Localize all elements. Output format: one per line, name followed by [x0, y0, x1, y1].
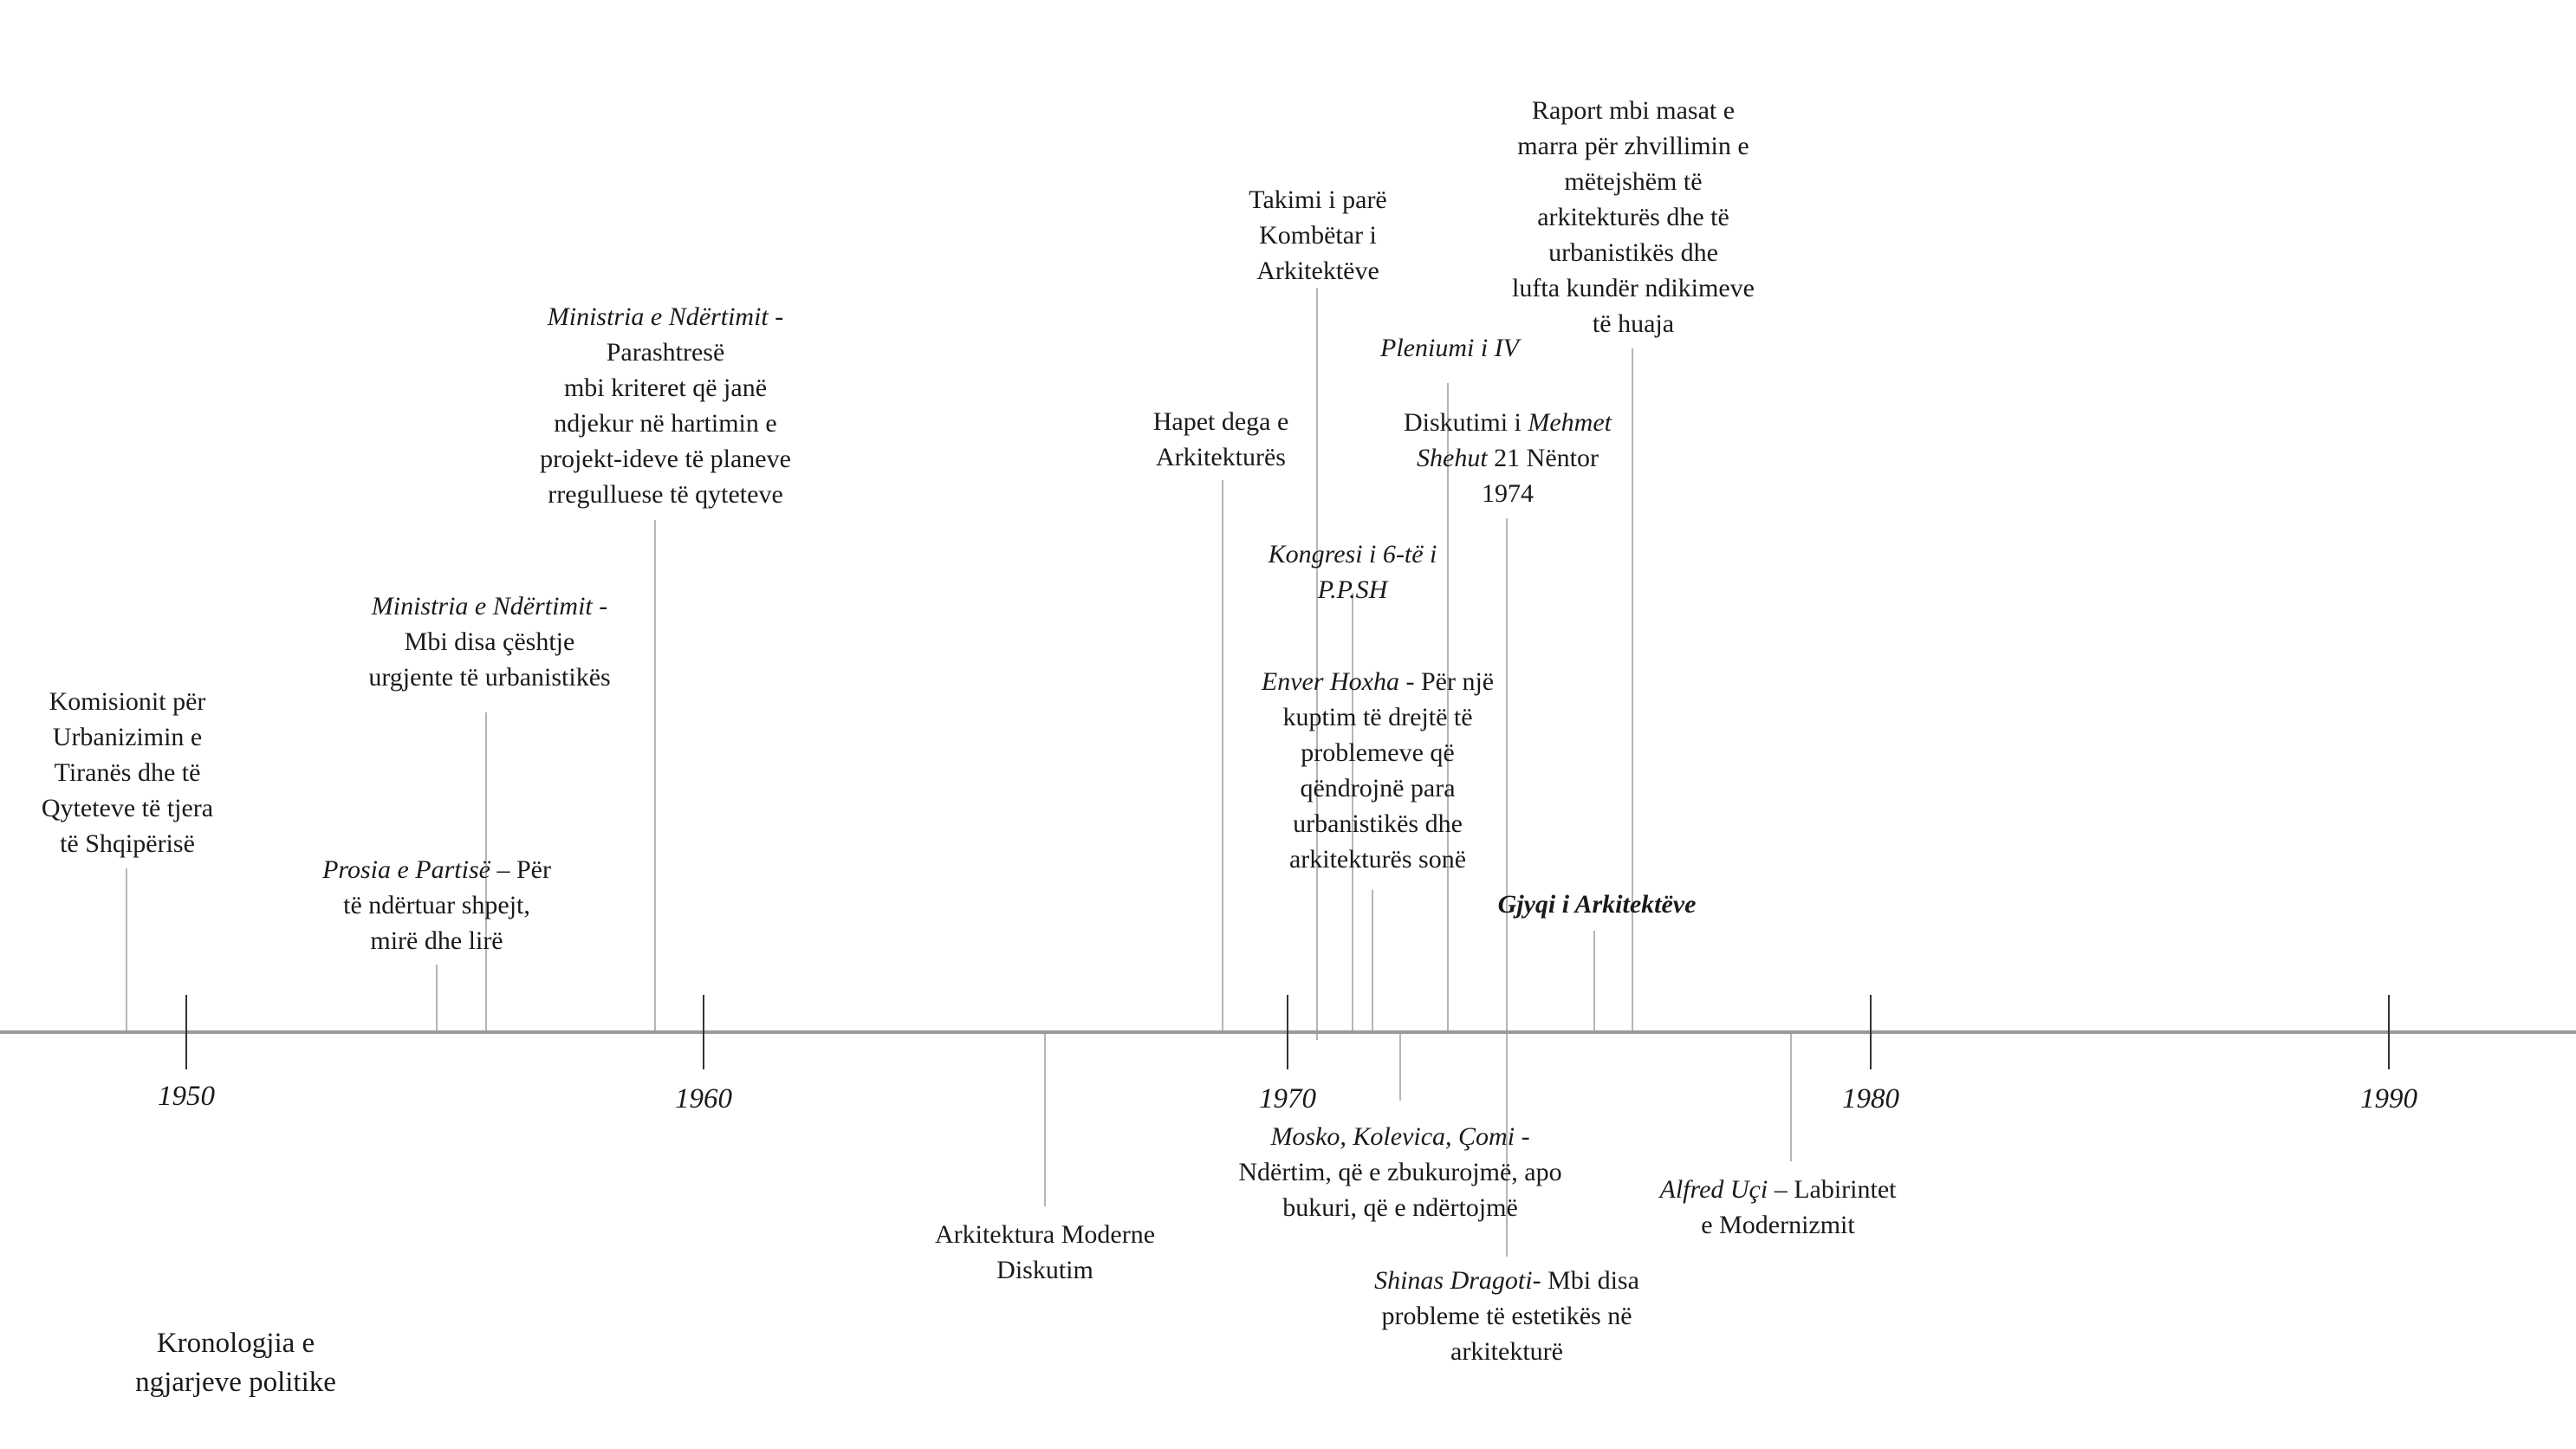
- event-alfred-uci: [1660, 1172, 1897, 1243]
- event-line: [1238, 1154, 1561, 1190]
- event-text: Diskutim: [996, 1256, 1093, 1284]
- event-line: [322, 923, 551, 958]
- event-text: urbanistikës dhe: [1548, 238, 1718, 267]
- event-text: P.P.SH: [1317, 575, 1388, 604]
- event-text: Mosko, Kolevica, Çomi: [1270, 1122, 1515, 1151]
- year-label-1960: 1960: [675, 1083, 732, 1114]
- caption-line-1: Kronologjia e: [156, 1328, 315, 1359]
- event-line: [1512, 164, 1755, 199]
- event-arkitektura-moderne: [935, 1217, 1155, 1288]
- event-text: Ndërtim, që e zbukurojmë, apo: [1238, 1158, 1562, 1186]
- event-line: [1374, 1298, 1639, 1334]
- event-text: Arkitekturës: [1156, 443, 1286, 471]
- event-line: [935, 1252, 1155, 1288]
- event-line: [1262, 841, 1494, 877]
- event-text: Prosia e Partisë: [322, 855, 490, 884]
- event-line: [1262, 735, 1494, 770]
- event-line: [540, 335, 791, 370]
- event-line: [1374, 1334, 1639, 1369]
- event-text: mirë dhe lirë: [370, 926, 503, 955]
- event-takimi-pare: [1249, 182, 1387, 289]
- event-text: - Për një: [1398, 667, 1495, 696]
- event-line: [42, 826, 213, 861]
- event-line: [368, 588, 610, 624]
- event-text: ndjekur në hartimin e: [554, 409, 777, 438]
- event-text: 1974: [1481, 479, 1534, 508]
- event-line: [322, 887, 551, 923]
- event-line: [1404, 440, 1612, 476]
- timeline-caption: [135, 1324, 336, 1402]
- event-line: [1512, 270, 1755, 306]
- event-text: 21 Nëntor: [1487, 444, 1599, 472]
- event-line: [1660, 1172, 1897, 1207]
- event-line: [368, 660, 610, 695]
- event-line: [1374, 1263, 1639, 1298]
- event-text: urgjente të urbanistikës: [368, 663, 611, 692]
- event-line: [540, 477, 791, 512]
- event-line: [1249, 218, 1387, 253]
- event-text: Hapet dega e: [1152, 407, 1289, 436]
- event-text: Arkitektura Moderne: [934, 1220, 1156, 1249]
- event-raport-masat: [1512, 93, 1755, 341]
- event-line: [1512, 306, 1755, 341]
- event-text: -: [768, 302, 784, 331]
- event-line: [1660, 1207, 1897, 1243]
- event-text: arkitekturë: [1450, 1337, 1563, 1366]
- event-kongresi: [1269, 536, 1437, 608]
- event-komisionit: [42, 684, 213, 861]
- event-text: Diskutimi i: [1404, 408, 1528, 437]
- event-text: Mehmet: [1528, 408, 1612, 437]
- event-line: [1512, 199, 1755, 235]
- event-line: [1153, 404, 1289, 439]
- event-line: [1238, 1119, 1561, 1154]
- event-line: [935, 1217, 1155, 1252]
- event-text: kuptim të drejtë të: [1282, 703, 1473, 731]
- event-text: bukuri, që e ndërtojmë: [1282, 1193, 1518, 1222]
- event-line: [540, 406, 791, 441]
- event-text: rregulluese të qyteteve: [548, 480, 783, 509]
- event-text: -: [1515, 1122, 1530, 1151]
- event-text: marra për zhvillimin e: [1517, 132, 1749, 160]
- event-line: [1249, 253, 1387, 289]
- event-text: Parashtresë: [606, 338, 725, 367]
- event-text: Takimi i parë: [1249, 185, 1387, 214]
- year-label-1980: 1980: [1842, 1083, 1899, 1114]
- event-text: të ndërtuar shpejt,: [343, 891, 530, 919]
- event-line: [1262, 770, 1494, 806]
- event-hapet-dega: [1153, 404, 1289, 475]
- event-text: Kongresi i 6-të i: [1268, 540, 1437, 569]
- event-line: [42, 719, 213, 755]
- event-text: – Për: [490, 855, 551, 884]
- event-ministria-ndertimit-urgjente: [368, 588, 610, 695]
- event-ministria-ndertimit-parashtrese: [540, 299, 791, 512]
- event-line: [1512, 128, 1755, 164]
- event-shinas-dragoti: [1374, 1263, 1639, 1369]
- event-line: [1380, 330, 1519, 366]
- event-text: Alfred Uçi: [1659, 1175, 1768, 1204]
- event-text: - Mbi disa: [1532, 1266, 1639, 1295]
- event-text: Kombëtar i: [1259, 221, 1377, 250]
- event-text: mëtejshëm të: [1564, 167, 1703, 196]
- event-text: qëndrojnë para: [1300, 774, 1456, 802]
- event-text: Shinas Dragoti: [1374, 1266, 1533, 1295]
- event-text: lufta kundër ndikimeve: [1512, 274, 1755, 302]
- year-label-1970: 1970: [1259, 1083, 1316, 1114]
- event-text: Urbanizimin e: [52, 723, 203, 751]
- event-text: Mbi disa çështje: [404, 627, 575, 656]
- event-text: të huaja: [1592, 309, 1675, 338]
- event-line: [368, 624, 610, 660]
- event-text: mbi kriteret që janë: [563, 374, 768, 402]
- event-text: arkitekturës dhe të: [1537, 203, 1729, 231]
- event-line: [1153, 439, 1289, 475]
- event-prosia-e-partise: [322, 852, 551, 958]
- event-line: [42, 755, 213, 790]
- event-line: [322, 852, 551, 887]
- event-line: [1269, 536, 1437, 572]
- event-enver-hoxha: [1262, 664, 1494, 877]
- event-line: [1269, 572, 1437, 608]
- event-line: [1498, 887, 1697, 922]
- event-text: probleme të estetikës në: [1381, 1302, 1632, 1330]
- event-text: Arkitektëve: [1256, 257, 1379, 285]
- event-pleniumi: [1380, 330, 1519, 366]
- event-text: Shehut: [1417, 444, 1488, 472]
- year-label-1950: 1950: [158, 1081, 215, 1112]
- event-line: [1249, 182, 1387, 218]
- event-text: Raport mbi masat e: [1531, 96, 1736, 125]
- event-text: të Shqipërisë: [60, 829, 195, 858]
- event-text: Tiranës dhe të: [54, 758, 201, 787]
- event-text: Gjyqi i Arkitektëve: [1497, 890, 1697, 919]
- event-text: Enver Hoxha: [1261, 667, 1399, 696]
- event-text: projekt-ideve të planeve: [540, 445, 791, 473]
- event-text: – Labirintet: [1768, 1175, 1897, 1204]
- event-gjyqi-arkitekteve: [1498, 887, 1697, 922]
- event-line: [540, 299, 791, 335]
- event-text: arkitekturës sonë: [1288, 845, 1467, 874]
- event-text: Komisionit për: [49, 687, 206, 716]
- event-diskutimi-shehu: [1404, 405, 1612, 511]
- event-line: [1262, 806, 1494, 841]
- event-text: urbanistikës dhe: [1293, 809, 1463, 838]
- event-line: [1512, 235, 1755, 270]
- event-line: [1512, 93, 1755, 128]
- event-line: [1262, 664, 1494, 699]
- event-line: [1404, 476, 1612, 511]
- event-text: -: [592, 592, 608, 621]
- event-line: [1404, 405, 1612, 440]
- event-line: [540, 441, 791, 477]
- event-line: [42, 790, 213, 826]
- event-text: Ministria e Ndërtimit: [547, 302, 769, 331]
- event-line: [540, 370, 791, 406]
- event-line: [1262, 699, 1494, 735]
- event-line: [42, 684, 213, 719]
- caption-line-2: ngjarjeve politike: [135, 1367, 336, 1398]
- event-line: [1238, 1190, 1561, 1225]
- event-text: Pleniumi i IV: [1380, 334, 1519, 362]
- event-mosko-kolevica-comi: [1238, 1119, 1561, 1225]
- event-text: e Modernizmit: [1701, 1211, 1855, 1239]
- event-text: problemeve që: [1301, 738, 1455, 767]
- year-label-1990: 1990: [2360, 1083, 2417, 1114]
- event-text: Ministria e Ndërtimit: [371, 592, 593, 621]
- event-text: Qyteteve të tjera: [41, 794, 214, 822]
